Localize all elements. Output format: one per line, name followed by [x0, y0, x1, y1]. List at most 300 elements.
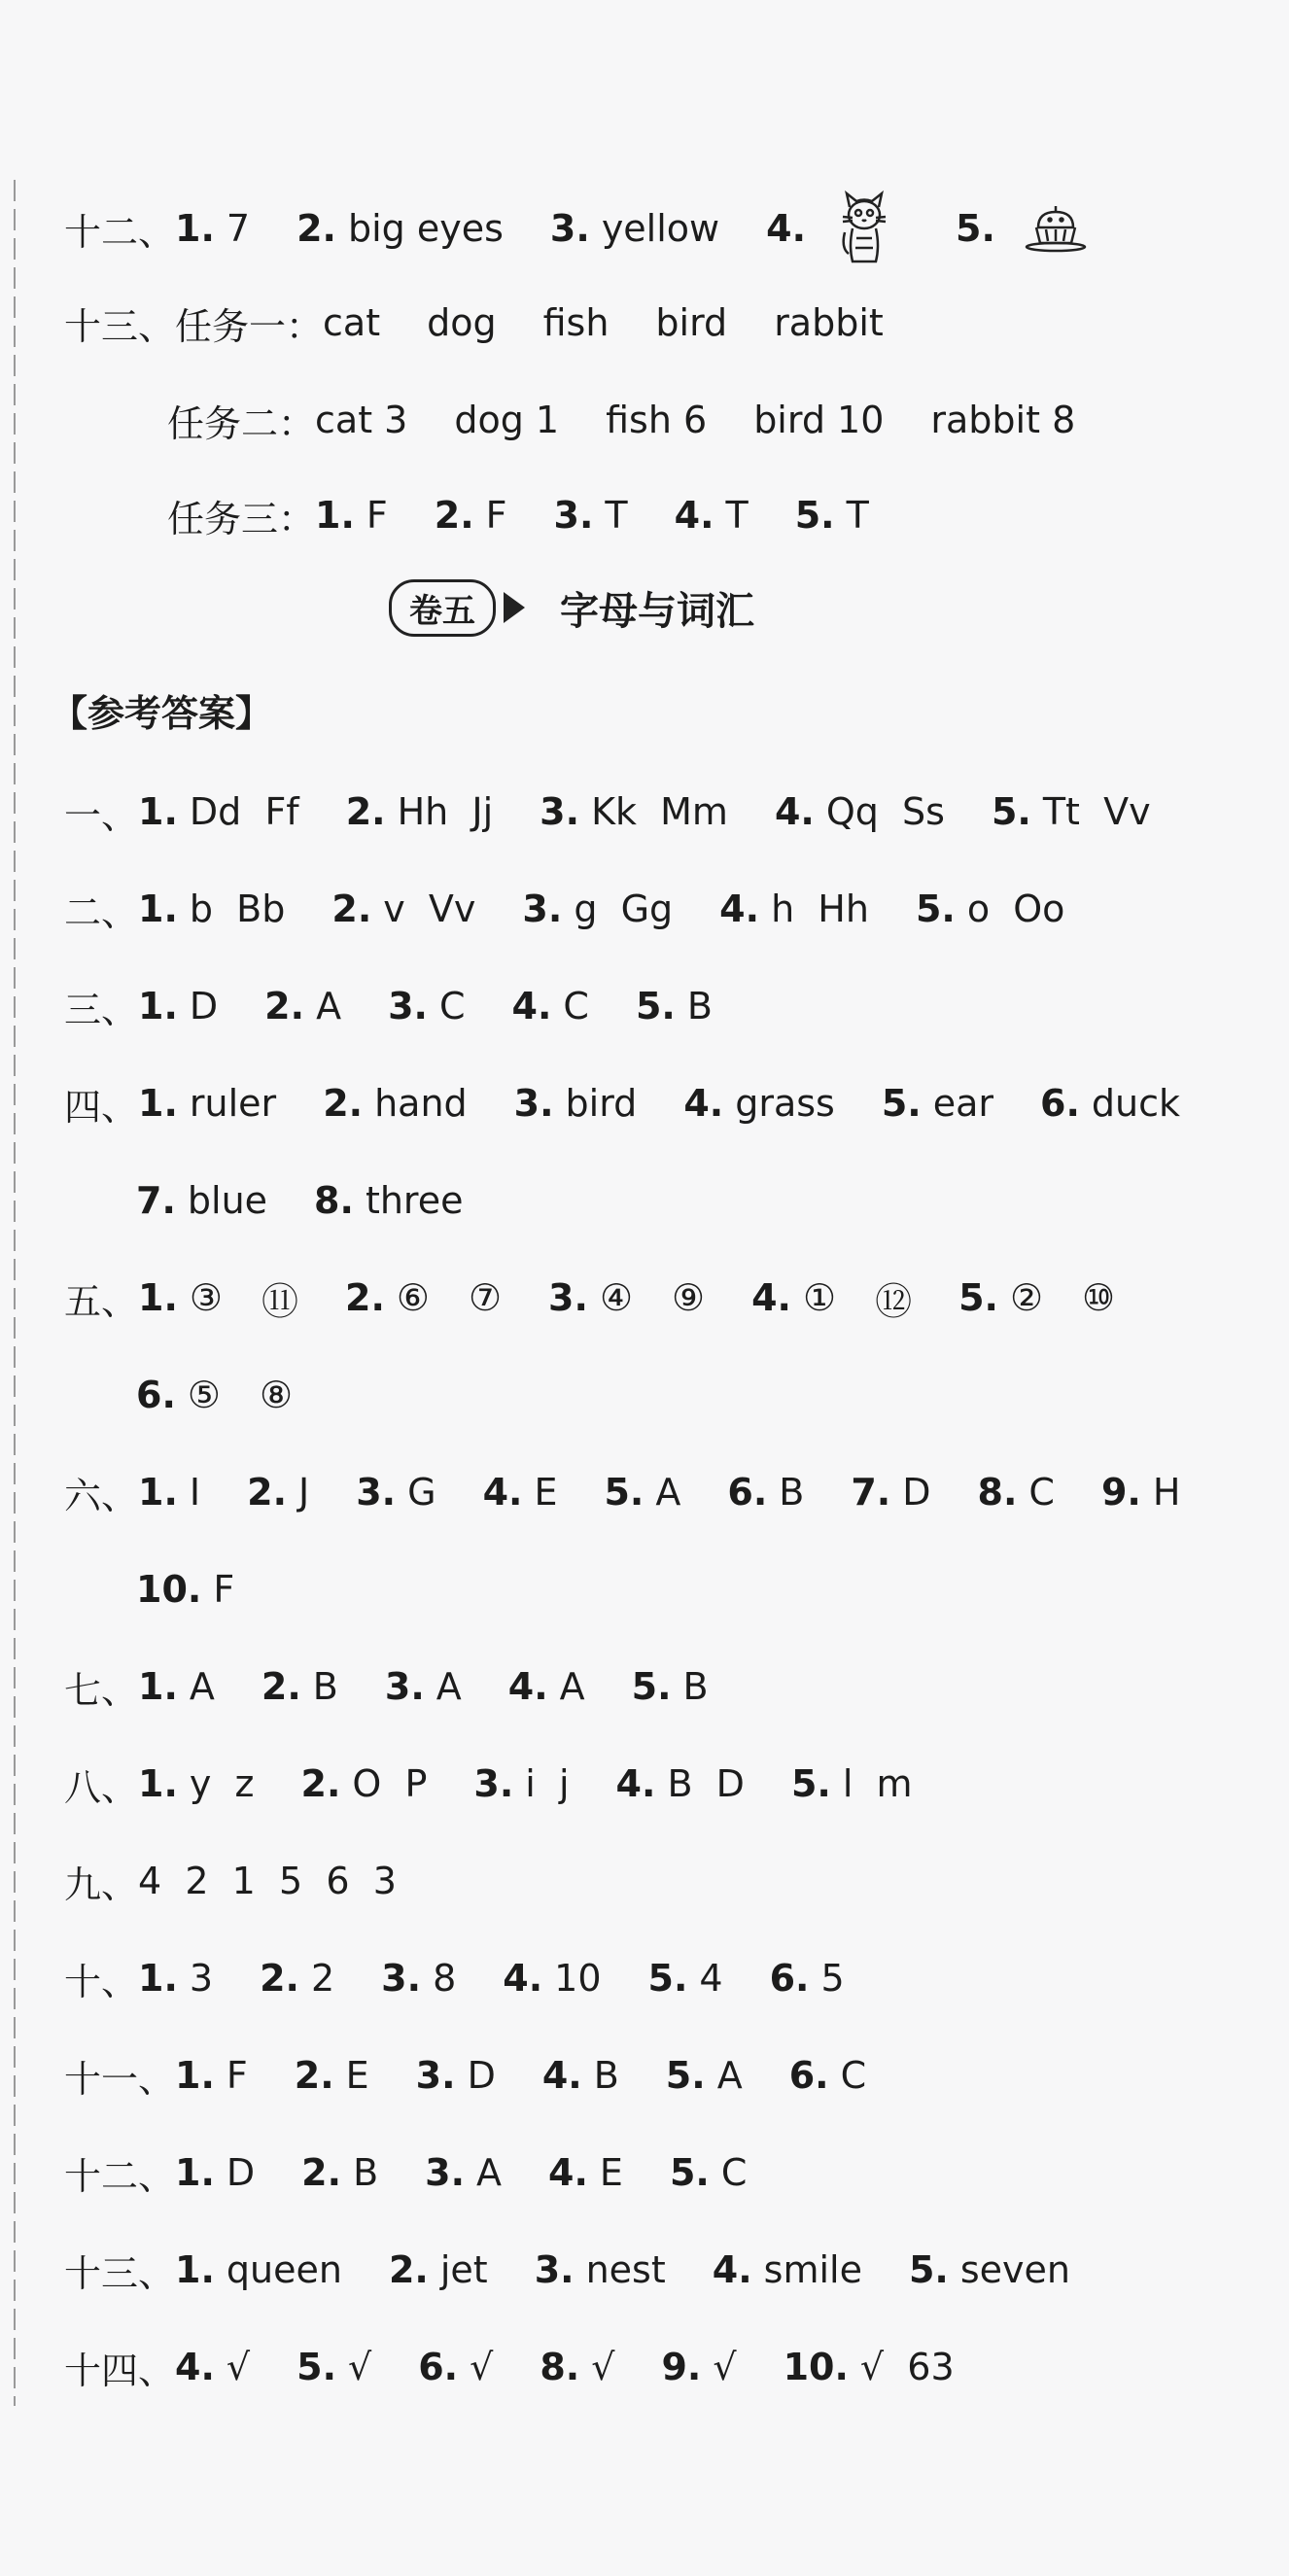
item-answer: C — [840, 2054, 867, 2097]
item-answer: 4 — [699, 1957, 723, 2000]
item-number: 3. — [473, 1762, 514, 1805]
item-number: 3. — [388, 985, 428, 1027]
answer-item — [770, 1957, 845, 2000]
item-number: 5. — [908, 2248, 949, 2291]
answer-item — [175, 2346, 250, 2388]
item-number: 1. — [138, 1665, 178, 1708]
item-number: 2. — [323, 1082, 364, 1125]
answer-item — [175, 2151, 255, 2194]
item-number: 8. — [314, 1179, 354, 1222]
item-answer: √ — [713, 2346, 737, 2388]
circled-number: ⑤ — [187, 1374, 221, 1416]
item-number: 3. — [384, 1665, 425, 1708]
answer-row — [136, 1171, 463, 1230]
answer-row — [64, 1269, 1115, 1327]
item-answer: √ — [348, 2346, 372, 2388]
row-label: 八、 — [64, 1765, 139, 1809]
item-number: 9. — [661, 2346, 702, 2388]
item-number: 4. — [507, 1665, 548, 1708]
item-number: 4. — [541, 2054, 582, 2097]
answer-item — [301, 1762, 428, 1805]
item-answer: bird — [565, 1082, 638, 1125]
item-number: 8. — [540, 2346, 580, 2388]
circled-number: ⑦ — [468, 1276, 503, 1319]
item-answer: jet — [439, 2248, 488, 2291]
answer-item — [138, 1957, 213, 2000]
answer-item — [666, 2054, 743, 2097]
item-number: 3. — [381, 1957, 422, 2000]
answer-item — [136, 1179, 267, 1222]
item-answer: 4 2 1 5 6 3 — [138, 1860, 397, 1902]
item-number: 1. — [175, 2054, 215, 2097]
answer-row — [136, 1560, 234, 1619]
answer-word: dog — [427, 301, 497, 344]
item-number: 1. — [138, 888, 178, 930]
answer-item — [548, 1276, 705, 1319]
item-answer: 2 — [310, 1957, 335, 2000]
item-answer: √ — [226, 2346, 251, 2388]
item-number: 5. — [881, 1082, 922, 1125]
answer-word: rabbit 8 — [930, 399, 1076, 441]
answer-item — [418, 2346, 493, 2388]
item-answer: 5 — [820, 1957, 845, 2000]
answer-row — [64, 1755, 913, 1813]
answer-item — [670, 2151, 747, 2194]
answer-word: fish 6 — [606, 399, 708, 441]
answer-item — [138, 1471, 200, 1514]
answer-item — [260, 1957, 334, 2000]
arrow-right-icon — [504, 592, 525, 623]
item-answer: l m — [842, 1762, 913, 1805]
answer-item — [295, 2054, 369, 2097]
item-answer: nest — [585, 2248, 666, 2291]
answer-row — [64, 1074, 1180, 1132]
answer-item — [416, 2054, 496, 2097]
answer-item — [514, 1082, 638, 1125]
answer-row — [64, 2046, 866, 2105]
answer-item — [138, 790, 299, 833]
circled-number: ⑪ — [261, 1279, 298, 1323]
row-label: 三、 — [64, 988, 139, 1031]
item-answer: B — [593, 2054, 619, 2097]
answer-item — [1101, 1471, 1180, 1514]
item-answer: y z — [189, 1762, 255, 1805]
section-heading: 字母与词汇 — [560, 587, 754, 634]
item-answer: B D — [667, 1762, 745, 1805]
answer-item — [503, 1957, 601, 2000]
answer-item: 2. F — [434, 494, 507, 537]
circled-number: ⑫ — [875, 1279, 913, 1323]
answer-row-13-task1 — [64, 294, 884, 352]
answer-item — [522, 888, 673, 930]
item-answer: D — [902, 1471, 931, 1514]
item-number: 1. — [138, 1082, 178, 1125]
item-number: 10. — [136, 1568, 202, 1611]
item-number: 1. — [138, 1276, 178, 1319]
answer-row — [64, 1657, 709, 1716]
cat-icon — [835, 190, 893, 267]
answer-item — [388, 985, 465, 1027]
item-answer: smile — [763, 2248, 862, 2291]
circled-number: ⑨ — [672, 1276, 706, 1319]
row-label: 二、 — [64, 890, 139, 934]
answer-item — [345, 1276, 502, 1319]
item-number: 2. — [331, 888, 372, 930]
item-number: 3. — [534, 2248, 575, 2291]
item-answer: B — [779, 1471, 805, 1514]
item-number: 2. — [261, 1665, 301, 1708]
row-label: 十二、 — [64, 2154, 176, 2198]
row-label: 十四、 — [64, 2349, 176, 2392]
item-number: 5. — [604, 1471, 644, 1514]
item-number: 8. — [977, 1471, 1018, 1514]
answer-item: 1. F — [315, 494, 388, 537]
item-answer: A — [435, 1665, 462, 1708]
item-number: 5. — [631, 1665, 672, 1708]
item-number: 3. — [356, 1471, 397, 1514]
answer-item — [775, 790, 945, 833]
answer-item: 5. T — [794, 494, 869, 537]
item-answer: √ — [591, 2346, 615, 2388]
answer-item — [483, 1471, 558, 1514]
item-number: 4. — [719, 888, 760, 930]
answer-item — [916, 888, 1064, 930]
item-number: 2. — [301, 2151, 342, 2194]
item-number: 10. — [783, 2346, 849, 2388]
item-number: 2. — [247, 1471, 288, 1514]
answer-item — [1040, 1082, 1180, 1125]
item-number: 6. — [1040, 1082, 1080, 1125]
answer-item — [331, 888, 475, 930]
item-answer: H — [1152, 1471, 1181, 1514]
row-label: 任务三： — [167, 497, 316, 540]
answer-item — [301, 2151, 378, 2194]
item-answer: F — [226, 2054, 248, 2097]
answer-row — [64, 1852, 397, 1910]
item-number: 2. — [260, 1957, 299, 2000]
item-number: 4. — [482, 1471, 523, 1514]
answer-row — [136, 1366, 293, 1424]
answer-item: 5. — [956, 204, 1087, 253]
circled-number: ① — [802, 1276, 837, 1319]
item-number: 1. — [138, 790, 178, 833]
answer-word: cat 3 — [315, 399, 408, 441]
item-answer: A — [716, 2054, 743, 2097]
answer-item — [381, 1957, 456, 2000]
item-number: 5. — [296, 2346, 337, 2388]
item-answer: Qq Ss — [825, 790, 945, 833]
answer-word: bird — [655, 301, 728, 344]
answer-item — [992, 790, 1151, 833]
volume-badge: 卷五 — [389, 579, 496, 637]
answer-item — [175, 2248, 342, 2291]
item-answer: C — [720, 2151, 748, 2194]
item-answer: duck — [1091, 1082, 1181, 1125]
item-answer: C — [438, 985, 466, 1027]
item-answer: B — [686, 985, 713, 1027]
answer-item — [138, 1665, 215, 1708]
item-answer: 8 — [433, 1957, 457, 2000]
answer-item — [978, 1471, 1055, 1514]
answer-row — [64, 783, 1151, 841]
answer-item — [791, 1762, 913, 1805]
item-number: 4. — [548, 2151, 588, 2194]
circled-number: ⑧ — [259, 1374, 294, 1416]
answer-item — [508, 1665, 585, 1708]
answer-item — [473, 1762, 569, 1805]
row-label: 十三、 — [64, 2251, 176, 2295]
item-answer: I — [189, 1471, 201, 1514]
row-label: 六、 — [64, 1474, 139, 1517]
item-number: 5. — [991, 790, 1031, 833]
answer-item — [784, 2346, 955, 2388]
answer-item: 3. T — [553, 494, 628, 537]
answer-item — [535, 2248, 666, 2291]
item-answer: b Bb — [189, 888, 286, 930]
item-answer: A — [559, 1665, 585, 1708]
item-number: 5. — [669, 2151, 710, 2194]
answer-word: dog 1 — [454, 399, 560, 441]
item-number: 3. — [425, 2151, 466, 2194]
item-answer: F — [213, 1568, 235, 1611]
answer-item — [851, 1471, 930, 1514]
item-answer: three — [365, 1179, 464, 1222]
row-label: 十、 — [64, 1960, 139, 2003]
item-number: 5. — [790, 1762, 831, 1805]
row-label: 十一、 — [64, 2057, 176, 2101]
answer-row — [64, 1463, 1180, 1521]
item-answer: G — [407, 1471, 436, 1514]
item-number: 6. — [788, 2054, 829, 2097]
answer-item — [632, 1665, 709, 1708]
answer-item — [314, 1179, 463, 1222]
row-label: 一、 — [64, 793, 139, 837]
answer-item: 1. 7 — [175, 207, 251, 250]
item-number: 3. — [415, 2054, 456, 2097]
answer-item — [138, 1762, 254, 1805]
item-number: 7. — [136, 1179, 176, 1222]
item-number: 9. — [1100, 1471, 1141, 1514]
item-number: 4. — [774, 790, 815, 833]
answer-row — [64, 2241, 1070, 2299]
item-answer: C — [1028, 1471, 1055, 1514]
answer-item: 3. yellow — [549, 207, 720, 250]
item-answer: D — [226, 2151, 256, 2194]
item-number: 6. — [727, 1471, 768, 1514]
item-number: 5. — [647, 1957, 688, 2000]
answer-word: fish — [542, 301, 610, 344]
item-number: 6. — [136, 1374, 176, 1416]
item-number: 7. — [851, 1471, 891, 1514]
circled-number: ② — [1009, 1276, 1044, 1319]
row-label: 九、 — [64, 1862, 139, 1906]
item-answer: Hh Jj — [397, 790, 494, 833]
answer-item — [138, 985, 218, 1027]
item-answer: J — [298, 1471, 310, 1514]
circled-number: ③ — [189, 1276, 223, 1319]
answer-row — [64, 2338, 955, 2396]
item-number: 4. — [615, 1762, 656, 1805]
item-number: 1. — [138, 1957, 178, 2000]
item-answer: queen — [226, 2248, 342, 2291]
answer-item: 2. big eyes — [296, 207, 504, 250]
item-answer: ruler — [189, 1082, 277, 1125]
item-answer: o Oo — [966, 888, 1065, 930]
answer-item — [882, 1082, 993, 1125]
answer-item — [616, 1762, 745, 1805]
item-answer: E — [534, 1471, 558, 1514]
answer-row-12-top — [64, 199, 1087, 258]
item-answer: E — [345, 2054, 369, 2097]
row-label: 十三、任务一： — [64, 304, 324, 348]
circled-number: ⑥ — [396, 1276, 430, 1319]
answer-item — [542, 2054, 619, 2097]
answer-item — [789, 2054, 866, 2097]
answer-row — [64, 880, 1064, 938]
item-answer: 3 — [189, 1957, 214, 2000]
answer-item — [136, 1374, 293, 1416]
answer-word: rabbit — [774, 301, 884, 344]
item-number: 1. — [138, 1471, 178, 1514]
item-number: 4. — [683, 1082, 724, 1125]
item-answer: O P — [352, 1762, 428, 1805]
item-number: 1. — [138, 1762, 178, 1805]
answer-item — [727, 1471, 804, 1514]
answer-row — [64, 1949, 845, 2007]
item-answer: D — [189, 985, 219, 1027]
answer-item — [389, 2248, 488, 2291]
item-number: 2. — [264, 985, 305, 1027]
item-number: 3. — [513, 1082, 554, 1125]
answer-item — [719, 888, 869, 930]
answer-item — [138, 1271, 298, 1325]
row-label: 任务二： — [167, 401, 316, 445]
item-number: 4. — [503, 1957, 543, 2000]
answer-item — [261, 1665, 338, 1708]
answer-row — [64, 2143, 747, 2202]
item-answer: B — [312, 1665, 338, 1708]
answer-item: 4. — [766, 190, 893, 267]
item-number: 4. — [751, 1276, 791, 1319]
item-number: 3. — [540, 790, 580, 833]
answer-item — [958, 1276, 1115, 1319]
item-answer: ear — [932, 1082, 994, 1125]
item-number: 4. — [712, 2248, 752, 2291]
answer-item — [385, 1665, 462, 1708]
row-label: 七、 — [64, 1668, 139, 1712]
answer-item — [175, 2054, 248, 2097]
answer-item — [356, 1471, 435, 1514]
answer-item — [751, 1271, 912, 1325]
item-answer: A — [189, 1665, 215, 1708]
item-number: 2. — [388, 2248, 429, 2291]
answer-item — [713, 2248, 862, 2291]
answer-item: 4. T — [674, 494, 749, 537]
item-answer: Kk Mm — [591, 790, 728, 833]
item-number: 2. — [345, 1276, 385, 1319]
answer-item — [683, 1082, 835, 1125]
answer-word: bird 10 — [753, 399, 885, 441]
item-answer: g Gg — [574, 888, 674, 930]
answer-item — [136, 1568, 234, 1611]
item-answer: B — [353, 2151, 379, 2194]
answer-item — [346, 790, 493, 833]
item-answer: E — [599, 2151, 623, 2194]
answer-item — [138, 1082, 276, 1125]
item-number: 1. — [138, 985, 178, 1027]
answer-item — [909, 2248, 1070, 2291]
item-answer: D — [467, 2054, 496, 2097]
item-answer: √ 63 — [859, 2346, 955, 2388]
item-number: 6. — [769, 1957, 810, 2000]
item-answer: Tt Vv — [1042, 790, 1151, 833]
item-number: 2. — [345, 790, 386, 833]
answer-item — [264, 985, 341, 1027]
answer-item — [661, 2346, 736, 2388]
item-answer: seven — [959, 2248, 1070, 2291]
answer-item — [323, 1082, 467, 1125]
section-title — [389, 578, 754, 637]
item-answer: blue — [187, 1179, 268, 1222]
answer-row — [64, 977, 713, 1035]
item-answer: h Hh — [771, 888, 869, 930]
item-answer: A — [476, 2151, 503, 2194]
item-answer: v Vv — [383, 888, 476, 930]
answer-item — [540, 2346, 614, 2388]
margin-dashed-line — [14, 180, 16, 2406]
answer-item — [512, 985, 589, 1027]
item-answer: hand — [374, 1082, 468, 1125]
row-label: 四、 — [64, 1085, 139, 1129]
answer-item — [604, 1471, 680, 1514]
item-number: 5. — [958, 1276, 998, 1319]
item-answer: Dd Ff — [189, 790, 299, 833]
row-label: 五、 — [64, 1279, 139, 1323]
item-answer: B — [682, 1665, 709, 1708]
item-number: 5. — [915, 888, 956, 930]
circled-number: ④ — [599, 1276, 634, 1319]
item-answer: 10 — [554, 1957, 602, 2000]
answer-row-13-task2 — [167, 391, 1075, 449]
item-number: 4. — [175, 2346, 215, 2388]
item-answer: C — [563, 985, 589, 1027]
answer-item — [247, 1471, 309, 1514]
answer-item — [648, 1957, 723, 2000]
answer-row-13-task3 — [167, 486, 869, 544]
item-number: 2. — [300, 1762, 341, 1805]
answer-word: cat — [323, 301, 381, 344]
answer-item — [540, 790, 728, 833]
item-answer: grass — [735, 1082, 835, 1125]
answer-heading: 【参考答案】 — [51, 691, 273, 735]
answer-item — [636, 985, 713, 1027]
item-number: 4. — [511, 985, 552, 1027]
answer-item — [138, 888, 285, 930]
answer-item — [548, 2151, 623, 2194]
item-answer: i j — [525, 1762, 570, 1805]
item-number: 3. — [548, 1276, 588, 1319]
item-number: 3. — [522, 888, 563, 930]
item-number: 5. — [635, 985, 676, 1027]
cake-icon — [1025, 204, 1087, 253]
circled-number: ⑩ — [1082, 1276, 1116, 1319]
item-answer: A — [316, 985, 342, 1027]
item-number: 6. — [418, 2346, 459, 2388]
item-number: 2. — [294, 2054, 334, 2097]
row-label: 十二、 — [64, 210, 176, 254]
item-number: 1. — [175, 2151, 215, 2194]
answer-item — [138, 1860, 397, 1902]
